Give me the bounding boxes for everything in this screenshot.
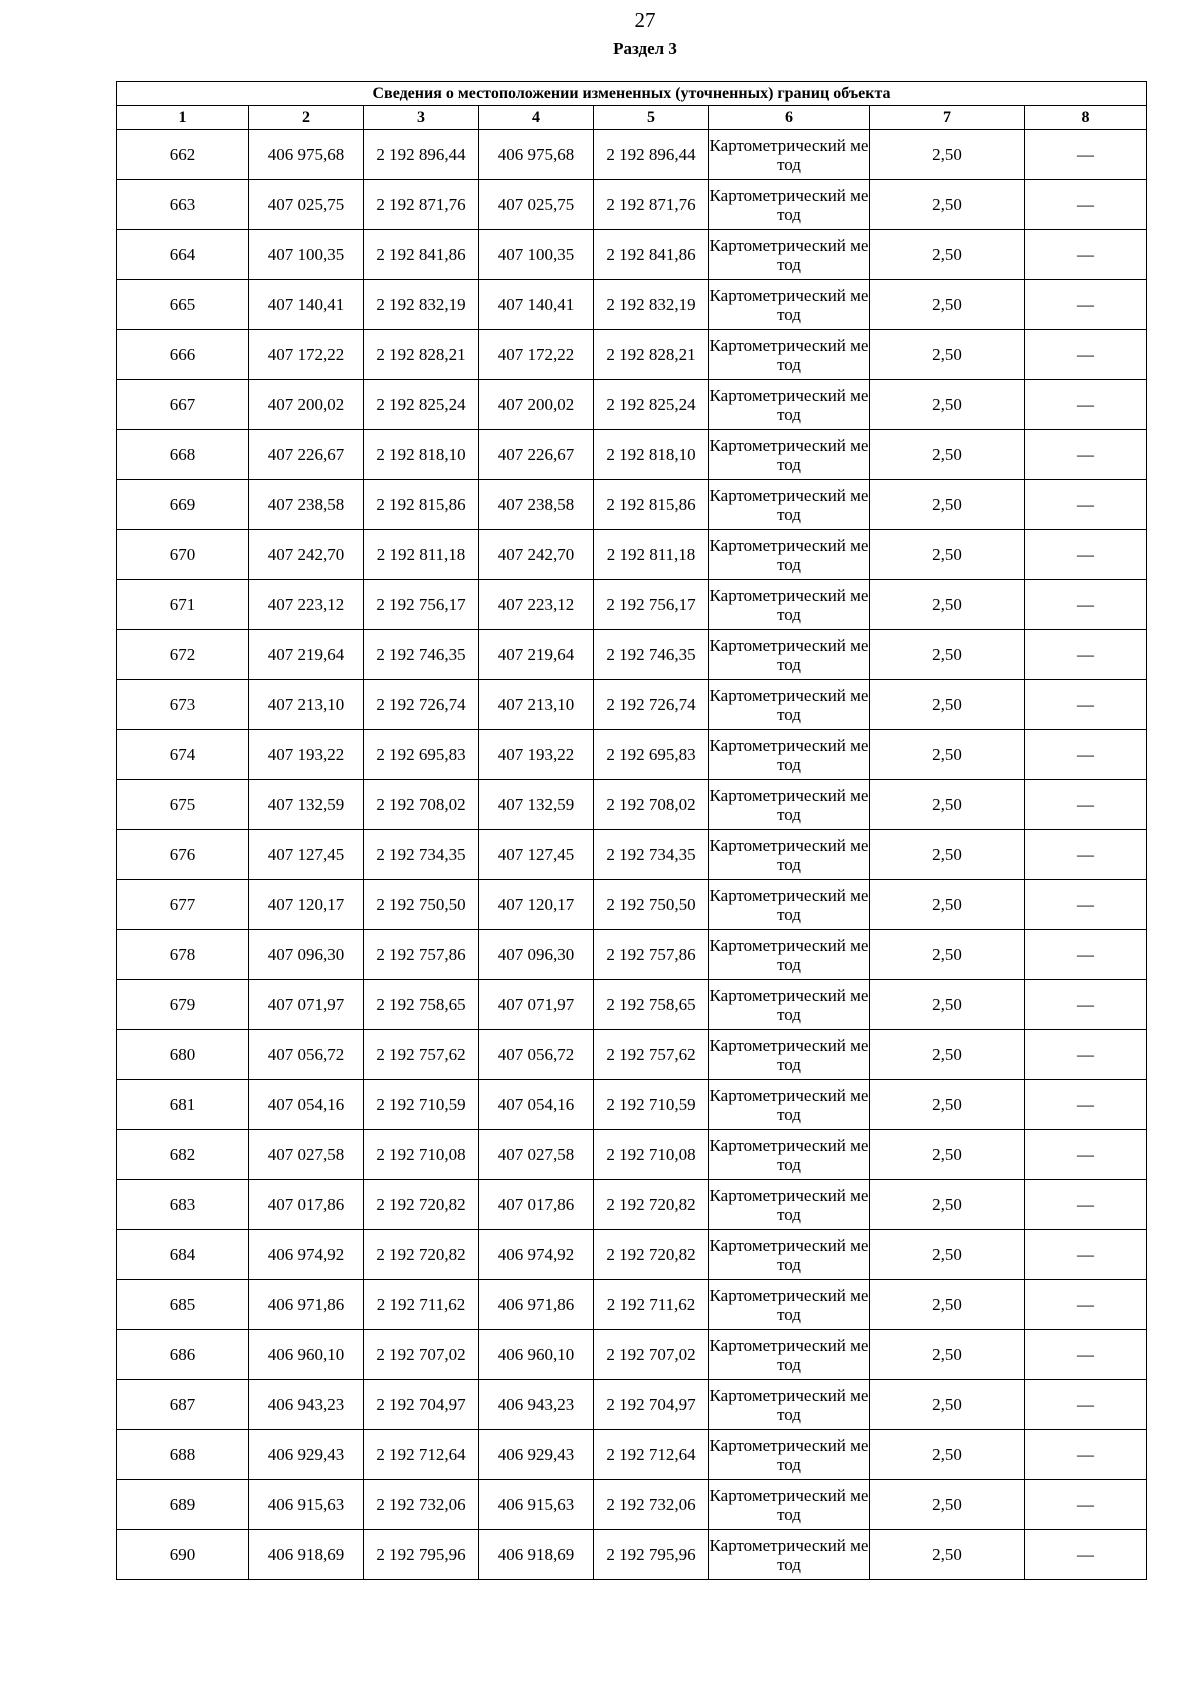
table-cell-col-3: 2 192 841,86 <box>364 230 479 280</box>
table-cell-col-2: 406 974,92 <box>249 1230 364 1280</box>
table-cell-col-2: 406 960,10 <box>249 1330 364 1380</box>
table-cell-col-3: 2 192 712,64 <box>364 1430 479 1480</box>
table-cell-col-6: Картометрический метод <box>709 1430 870 1480</box>
table-cell-col-8: — <box>1025 1530 1147 1580</box>
table-cell-col-1: 662 <box>117 130 249 180</box>
table-cell-col-4: 406 943,23 <box>479 1380 594 1430</box>
table-cell-col-1: 678 <box>117 930 249 980</box>
table-cell-col-1: 683 <box>117 1180 249 1230</box>
table-cell-col-2: 406 918,69 <box>249 1530 364 1580</box>
table-cell-col-1: 664 <box>117 230 249 280</box>
table-cell-col-2: 407 226,67 <box>249 430 364 480</box>
table-cell-col-5: 2 192 708,02 <box>594 780 709 830</box>
table-cell-col-5: 2 192 825,24 <box>594 380 709 430</box>
table-cell-col-2: 407 054,16 <box>249 1080 364 1130</box>
table-cell-col-6: Картометрический метод <box>709 980 870 1030</box>
table-row <box>117 530 1147 580</box>
table-cell-col-1: 687 <box>117 1380 249 1430</box>
table-cell-col-8: — <box>1025 980 1147 1030</box>
table-cell-col-1: 671 <box>117 580 249 630</box>
table-row <box>117 230 1147 280</box>
table-cell-col-1: 669 <box>117 480 249 530</box>
table-cell-col-8: — <box>1025 180 1147 230</box>
table-cell-col-3: 2 192 795,96 <box>364 1530 479 1580</box>
table-cell-col-8: — <box>1025 1430 1147 1480</box>
table-cell-col-5: 2 192 704,97 <box>594 1380 709 1430</box>
table-cell-col-3: 2 192 758,65 <box>364 980 479 1030</box>
table-cell-col-6: Картометрический метод <box>709 130 870 180</box>
table-cell-col-2: 407 120,17 <box>249 880 364 930</box>
table-cell-col-4: 407 172,22 <box>479 330 594 380</box>
table-cell-col-3: 2 192 726,74 <box>364 680 479 730</box>
table-cell-col-8: — <box>1025 1180 1147 1230</box>
column-header-1: 1 <box>117 106 249 130</box>
table-cell-col-4: 406 929,43 <box>479 1430 594 1480</box>
table-cell-col-8: — <box>1025 730 1147 780</box>
column-number-row <box>117 106 1147 130</box>
column-header-6: 6 <box>709 106 870 130</box>
table-cell-col-4: 406 915,63 <box>479 1480 594 1530</box>
table-cell-col-7: 2,50 <box>870 1180 1025 1230</box>
table-cell-col-6: Картометрический метод <box>709 1280 870 1330</box>
table-row <box>117 1430 1147 1480</box>
table-cell-col-4: 407 238,58 <box>479 480 594 530</box>
table-cell-col-1: 672 <box>117 630 249 680</box>
table-cell-col-5: 2 192 711,62 <box>594 1280 709 1330</box>
table-cell-col-3: 2 192 710,59 <box>364 1080 479 1130</box>
table-cell-col-6: Картометрический метод <box>709 1180 870 1230</box>
table-cell-col-8: — <box>1025 1080 1147 1130</box>
table-cell-col-7: 2,50 <box>870 430 1025 480</box>
table-cell-col-7: 2,50 <box>870 780 1025 830</box>
table-row <box>117 1030 1147 1080</box>
table-cell-col-4: 407 213,10 <box>479 680 594 730</box>
table-cell-col-1: 689 <box>117 1480 249 1530</box>
table-cell-col-4: 407 017,86 <box>479 1180 594 1230</box>
table-row <box>117 1280 1147 1330</box>
table-cell-col-8: — <box>1025 380 1147 430</box>
table-row <box>117 830 1147 880</box>
table-cell-col-6: Картометрический метод <box>709 1330 870 1380</box>
table-cell-col-1: 684 <box>117 1230 249 1280</box>
table-cell-col-5: 2 192 841,86 <box>594 230 709 280</box>
table-cell-col-8: — <box>1025 530 1147 580</box>
table-cell-col-5: 2 192 707,02 <box>594 1330 709 1380</box>
table-cell-col-4: 407 127,45 <box>479 830 594 880</box>
table-cell-col-2: 407 017,86 <box>249 1180 364 1230</box>
table-cell-col-6: Картометрический метод <box>709 880 870 930</box>
table-cell-col-3: 2 192 720,82 <box>364 1180 479 1230</box>
table-cell-col-1: 665 <box>117 280 249 330</box>
table-cell-col-7: 2,50 <box>870 930 1025 980</box>
table-cell-col-7: 2,50 <box>870 1030 1025 1080</box>
table-cell-col-1: 667 <box>117 380 249 430</box>
table-cell-col-1: 663 <box>117 180 249 230</box>
table-cell-col-8: — <box>1025 830 1147 880</box>
table-cell-col-4: 407 140,41 <box>479 280 594 330</box>
table-cell-col-8: — <box>1025 280 1147 330</box>
table-cell-col-2: 407 193,22 <box>249 730 364 780</box>
table-cell-col-6: Картометрический метод <box>709 730 870 780</box>
table-cell-col-2: 407 242,70 <box>249 530 364 580</box>
table-cell-col-6: Картометрический метод <box>709 630 870 680</box>
table-cell-col-7: 2,50 <box>870 1130 1025 1180</box>
table-cell-col-1: 666 <box>117 330 249 380</box>
table-cell-col-6: Картометрический метод <box>709 180 870 230</box>
table-cell-col-8: — <box>1025 930 1147 980</box>
table-cell-col-7: 2,50 <box>870 630 1025 680</box>
table-cell-col-8: — <box>1025 880 1147 930</box>
table-cell-col-1: 685 <box>117 1280 249 1330</box>
table-cell-col-4: 407 027,58 <box>479 1130 594 1180</box>
table-cell-col-1: 670 <box>117 530 249 580</box>
table-cell-col-2: 407 223,12 <box>249 580 364 630</box>
table-cell-col-4: 407 219,64 <box>479 630 594 680</box>
table-cell-col-7: 2,50 <box>870 1230 1025 1280</box>
table-cell-col-1: 677 <box>117 880 249 930</box>
table-cell-col-1: 690 <box>117 1530 249 1580</box>
table-cell-col-7: 2,50 <box>870 1280 1025 1330</box>
table-cell-col-5: 2 192 795,96 <box>594 1530 709 1580</box>
table-cell-col-5: 2 192 871,76 <box>594 180 709 230</box>
table-cell-col-6: Картометрический метод <box>709 1380 870 1430</box>
table-cell-col-7: 2,50 <box>870 230 1025 280</box>
table-cell-col-8: — <box>1025 1330 1147 1380</box>
table-cell-col-8: — <box>1025 330 1147 380</box>
table-cell-col-5: 2 192 750,50 <box>594 880 709 930</box>
table-cell-col-4: 406 971,86 <box>479 1280 594 1330</box>
table-cell-col-6: Картометрический метод <box>709 830 870 880</box>
table-cell-col-5: 2 192 695,83 <box>594 730 709 780</box>
table-row <box>117 1080 1147 1130</box>
table-cell-col-3: 2 192 757,62 <box>364 1030 479 1080</box>
table-cell-col-3: 2 192 828,21 <box>364 330 479 380</box>
section-title: Раздел 3 <box>613 39 677 58</box>
table-cell-col-5: 2 192 818,10 <box>594 430 709 480</box>
table-cell-col-5: 2 192 832,19 <box>594 280 709 330</box>
table-cell-col-2: 406 943,23 <box>249 1380 364 1430</box>
table-cell-col-4: 407 100,35 <box>479 230 594 280</box>
table-cell-col-8: — <box>1025 1130 1147 1180</box>
table-cell-col-3: 2 192 871,76 <box>364 180 479 230</box>
table-cell-col-5: 2 192 757,86 <box>594 930 709 980</box>
table-cell-col-2: 407 127,45 <box>249 830 364 880</box>
table-cell-col-1: 681 <box>117 1080 249 1130</box>
table-cell-col-6: Картометрический метод <box>709 930 870 980</box>
table-cell-col-4: 407 071,97 <box>479 980 594 1030</box>
column-header-5: 5 <box>594 106 709 130</box>
table-cell-col-4: 407 054,16 <box>479 1080 594 1130</box>
table-cell-col-3: 2 192 707,02 <box>364 1330 479 1380</box>
table-cell-col-4: 406 974,92 <box>479 1230 594 1280</box>
table-row <box>117 180 1147 230</box>
table-cell-col-1: 676 <box>117 830 249 880</box>
page-number: 27 <box>634 8 656 32</box>
table-cell-col-2: 407 025,75 <box>249 180 364 230</box>
table-cell-col-2: 407 027,58 <box>249 1130 364 1180</box>
table-cell-col-6: Картометрический метод <box>709 530 870 580</box>
table-cell-col-8: — <box>1025 130 1147 180</box>
table-cell-col-4: 407 025,75 <box>479 180 594 230</box>
column-header-8: 8 <box>1025 106 1147 130</box>
table-cell-col-8: — <box>1025 680 1147 730</box>
table-cell-col-1: 679 <box>117 980 249 1030</box>
column-header-2: 2 <box>249 106 364 130</box>
table-cell-col-6: Картометрический метод <box>709 1030 870 1080</box>
table-cell-col-3: 2 192 757,86 <box>364 930 479 980</box>
table-cell-col-3: 2 192 896,44 <box>364 130 479 180</box>
table-cell-col-7: 2,50 <box>870 730 1025 780</box>
table-cell-col-1: 675 <box>117 780 249 830</box>
table-cell-col-5: 2 192 720,82 <box>594 1180 709 1230</box>
table-cell-col-7: 2,50 <box>870 680 1025 730</box>
table-cell-col-6: Картометрический метод <box>709 380 870 430</box>
table-cell-col-7: 2,50 <box>870 1080 1025 1130</box>
table-cell-col-2: 407 172,22 <box>249 330 364 380</box>
table-cell-col-4: 406 960,10 <box>479 1330 594 1380</box>
table-cell-col-8: — <box>1025 1230 1147 1280</box>
table-cell-col-3: 2 192 756,17 <box>364 580 479 630</box>
table-cell-col-7: 2,50 <box>870 1480 1025 1530</box>
table-row <box>117 1230 1147 1280</box>
table-cell-col-6: Картометрический метод <box>709 480 870 530</box>
table-caption: Сведения о местоположении измененных (уточненных) границ объекта <box>117 82 1147 106</box>
table-cell-col-7: 2,50 <box>870 330 1025 380</box>
table-cell-col-6: Картометрический метод <box>709 1480 870 1530</box>
table-cell-col-3: 2 192 710,08 <box>364 1130 479 1180</box>
table-cell-col-7: 2,50 <box>870 580 1025 630</box>
table-cell-col-7: 2,50 <box>870 1380 1025 1430</box>
table-cell-col-1: 686 <box>117 1330 249 1380</box>
table-cell-col-6: Картометрический метод <box>709 280 870 330</box>
table-cell-col-7: 2,50 <box>870 1330 1025 1380</box>
table-cell-col-2: 407 140,41 <box>249 280 364 330</box>
table-cell-col-5: 2 192 896,44 <box>594 130 709 180</box>
table-cell-col-2: 407 238,58 <box>249 480 364 530</box>
table-row <box>117 880 1147 930</box>
table-cell-col-4: 407 120,17 <box>479 880 594 930</box>
table-cell-col-1: 674 <box>117 730 249 780</box>
table-cell-col-3: 2 192 720,82 <box>364 1230 479 1280</box>
table-cell-col-3: 2 192 732,06 <box>364 1480 479 1530</box>
table-cell-col-2: 406 929,43 <box>249 1430 364 1480</box>
table-cell-col-8: — <box>1025 630 1147 680</box>
table-row <box>117 680 1147 730</box>
table-cell-col-2: 406 975,68 <box>249 130 364 180</box>
table-cell-col-7: 2,50 <box>870 180 1025 230</box>
table-cell-col-5: 2 192 712,64 <box>594 1430 709 1480</box>
table-cell-col-7: 2,50 <box>870 380 1025 430</box>
table-cell-col-3: 2 192 695,83 <box>364 730 479 780</box>
table-cell-col-7: 2,50 <box>870 480 1025 530</box>
table-cell-col-6: Картометрический метод <box>709 580 870 630</box>
table-cell-col-7: 2,50 <box>870 830 1025 880</box>
column-header-7: 7 <box>870 106 1025 130</box>
table-cell-col-5: 2 192 758,65 <box>594 980 709 1030</box>
table-row <box>117 1180 1147 1230</box>
table-row <box>117 980 1147 1030</box>
table-cell-col-4: 407 132,59 <box>479 780 594 830</box>
table-cell-col-8: — <box>1025 1030 1147 1080</box>
table-cell-col-2: 407 100,35 <box>249 230 364 280</box>
table-cell-col-3: 2 192 818,10 <box>364 430 479 480</box>
table-cell-col-6: Картометрический метод <box>709 230 870 280</box>
table-cell-col-4: 407 056,72 <box>479 1030 594 1080</box>
table-cell-col-4: 407 223,12 <box>479 580 594 630</box>
table-cell-col-5: 2 192 746,35 <box>594 630 709 680</box>
table-cell-col-7: 2,50 <box>870 1530 1025 1580</box>
table-cell-col-3: 2 192 734,35 <box>364 830 479 880</box>
table-cell-col-2: 407 071,97 <box>249 980 364 1030</box>
table-cell-col-3: 2 192 832,19 <box>364 280 479 330</box>
table-cell-col-6: Картометрический метод <box>709 1130 870 1180</box>
table-cell-col-5: 2 192 811,18 <box>594 530 709 580</box>
table-row <box>117 730 1147 780</box>
table-cell-col-2: 407 213,10 <box>249 680 364 730</box>
table-row <box>117 1530 1147 1580</box>
table-cell-col-5: 2 192 756,17 <box>594 580 709 630</box>
table-cell-col-2: 406 915,63 <box>249 1480 364 1530</box>
table-row <box>117 780 1147 830</box>
table-row <box>117 130 1147 180</box>
table-cell-col-7: 2,50 <box>870 530 1025 580</box>
table-cell-col-8: — <box>1025 780 1147 830</box>
table-cell-col-1: 668 <box>117 430 249 480</box>
table-cell-col-2: 407 132,59 <box>249 780 364 830</box>
table-cell-col-6: Картометрический метод <box>709 1080 870 1130</box>
table-cell-col-3: 2 192 746,35 <box>364 630 479 680</box>
table-row <box>117 580 1147 630</box>
table-cell-col-4: 407 200,02 <box>479 380 594 430</box>
table-cell-col-1: 682 <box>117 1130 249 1180</box>
table-cell-col-5: 2 192 757,62 <box>594 1030 709 1080</box>
table-cell-col-7: 2,50 <box>870 130 1025 180</box>
table-cell-col-7: 2,50 <box>870 280 1025 330</box>
table-cell-col-7: 2,50 <box>870 980 1025 1030</box>
table-row <box>117 430 1147 480</box>
table-cell-col-2: 407 056,72 <box>249 1030 364 1080</box>
table-cell-col-6: Картометрический метод <box>709 1230 870 1280</box>
table-cell-col-5: 2 192 710,59 <box>594 1080 709 1130</box>
table-cell-col-3: 2 192 704,97 <box>364 1380 479 1430</box>
table-cell-col-7: 2,50 <box>870 880 1025 930</box>
column-header-3: 3 <box>364 106 479 130</box>
table-cell-col-1: 680 <box>117 1030 249 1080</box>
table-row <box>117 630 1147 680</box>
table-cell-col-4: 407 096,30 <box>479 930 594 980</box>
table-cell-col-8: — <box>1025 1280 1147 1330</box>
table-cell-col-3: 2 192 750,50 <box>364 880 479 930</box>
table-cell-col-8: — <box>1025 1480 1147 1530</box>
table-cell-col-8: — <box>1025 1380 1147 1430</box>
table-cell-col-1: 688 <box>117 1430 249 1480</box>
table-body <box>117 130 1147 1580</box>
table-row <box>117 330 1147 380</box>
table-row <box>117 1480 1147 1530</box>
table-cell-col-3: 2 192 711,62 <box>364 1280 479 1330</box>
table-cell-col-5: 2 192 720,82 <box>594 1230 709 1280</box>
table-cell-col-6: Картометрический метод <box>709 680 870 730</box>
table-cell-col-3: 2 192 811,18 <box>364 530 479 580</box>
table-cell-col-2: 407 200,02 <box>249 380 364 430</box>
table-cell-col-6: Картометрический метод <box>709 330 870 380</box>
table-cell-col-8: — <box>1025 430 1147 480</box>
table-cell-col-4: 406 918,69 <box>479 1530 594 1580</box>
table-cell-col-3: 2 192 825,24 <box>364 380 479 430</box>
table-cell-col-5: 2 192 734,35 <box>594 830 709 880</box>
table-row <box>117 1380 1147 1430</box>
table-cell-col-2: 407 096,30 <box>249 930 364 980</box>
table-cell-col-8: — <box>1025 230 1147 280</box>
table-cell-col-5: 2 192 815,86 <box>594 480 709 530</box>
table-cell-col-6: Картометрический метод <box>709 780 870 830</box>
table-cell-col-5: 2 192 732,06 <box>594 1480 709 1530</box>
table-cell-col-2: 406 971,86 <box>249 1280 364 1330</box>
table-row <box>117 280 1147 330</box>
table-cell-col-2: 407 219,64 <box>249 630 364 680</box>
column-header-4: 4 <box>479 106 594 130</box>
table-cell-col-8: — <box>1025 480 1147 530</box>
coordinates-table <box>116 81 1147 1580</box>
table-cell-col-6: Картометрический метод <box>709 430 870 480</box>
table-cell-col-5: 2 192 726,74 <box>594 680 709 730</box>
table-row <box>117 1330 1147 1380</box>
table-cell-col-8: — <box>1025 580 1147 630</box>
table-cell-col-4: 407 193,22 <box>479 730 594 780</box>
table-cell-col-6: Картометрический метод <box>709 1530 870 1580</box>
table-cell-col-4: 407 242,70 <box>479 530 594 580</box>
table-cell-col-3: 2 192 815,86 <box>364 480 479 530</box>
table-row <box>117 930 1147 980</box>
table-cell-col-5: 2 192 710,08 <box>594 1130 709 1180</box>
table-cell-col-4: 406 975,68 <box>479 130 594 180</box>
table-cell-col-7: 2,50 <box>870 1430 1025 1480</box>
table-row <box>117 380 1147 430</box>
table-cell-col-4: 407 226,67 <box>479 430 594 480</box>
table-cell-col-5: 2 192 828,21 <box>594 330 709 380</box>
table-row <box>117 1130 1147 1180</box>
table-cell-col-3: 2 192 708,02 <box>364 780 479 830</box>
table-row <box>117 480 1147 530</box>
table-cell-col-1: 673 <box>117 680 249 730</box>
